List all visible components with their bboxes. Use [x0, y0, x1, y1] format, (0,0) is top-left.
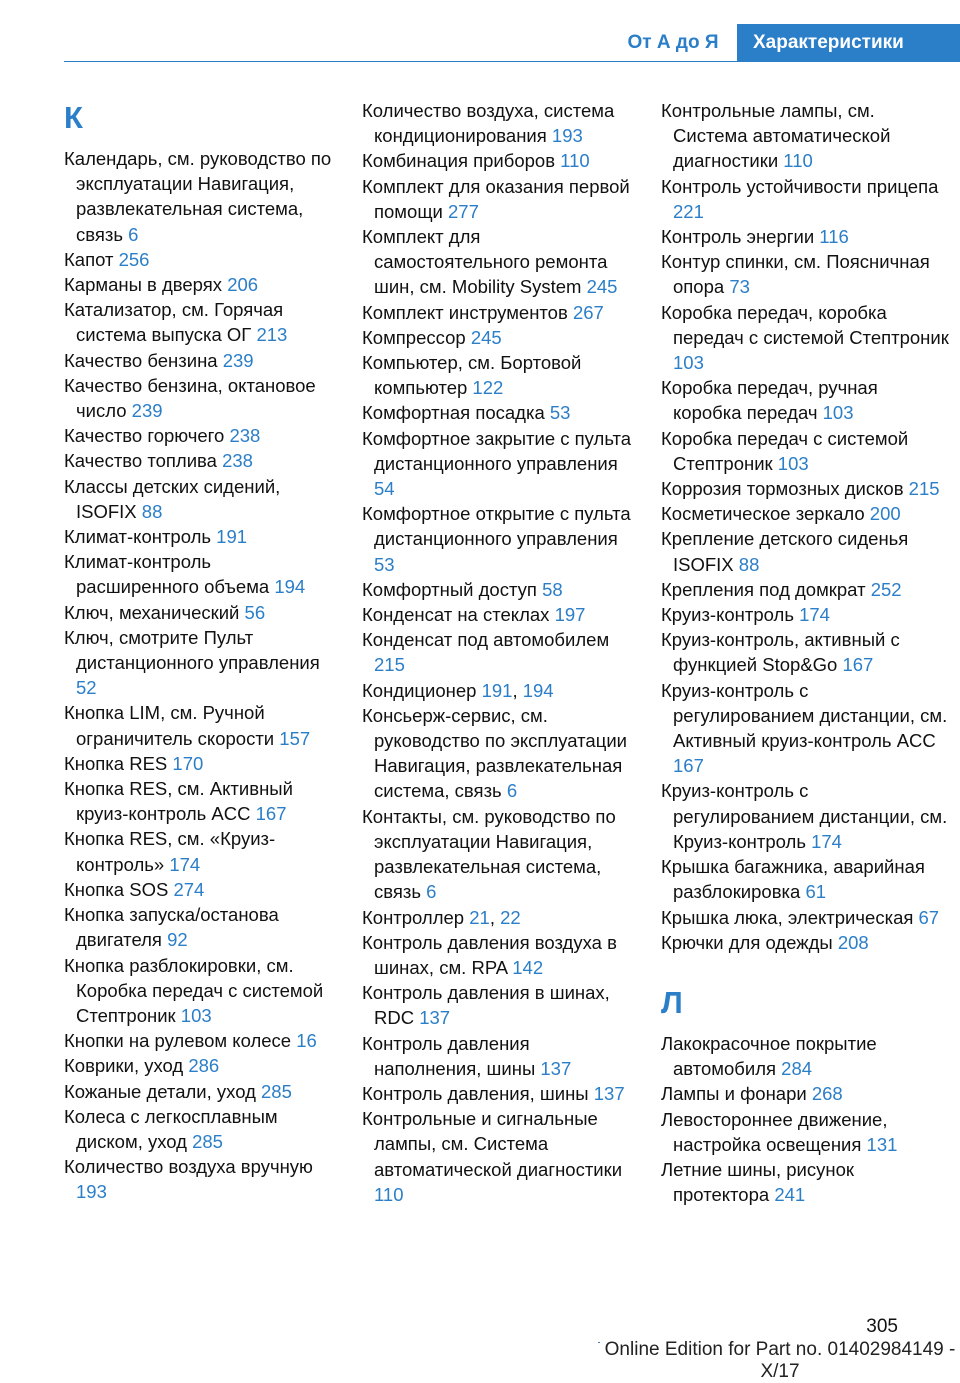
index-entry [64, 1053, 336, 1078]
page-reference-link[interactable]: 137 [593, 1082, 625, 1104]
index-term: Компрессор [362, 326, 466, 348]
index-term: Комбинация приборов [362, 150, 556, 172]
index-entry [661, 930, 951, 955]
index-term: Контроль давления в шинах, RDC [362, 982, 610, 1029]
index-entry [661, 224, 951, 249]
page-reference-link[interactable]: 103 [673, 352, 704, 374]
page-reference-link[interactable]: 110 [783, 150, 813, 172]
index-entry [661, 678, 951, 779]
page-reference-link[interactable]: 167 [255, 803, 287, 825]
index-entry [64, 549, 336, 599]
section-letter: К [64, 100, 83, 135]
page-reference-link[interactable]: 200 [869, 503, 901, 525]
index-entry [64, 826, 336, 876]
index-term: Комплект инструментов [362, 301, 568, 323]
index-entry [661, 854, 951, 904]
index-entry [661, 1157, 951, 1207]
index-term: Косметическое зеркало [661, 503, 865, 525]
page-reference-link[interactable]: 157 [279, 727, 311, 749]
index-term: Контур спинки, см. Поясничная опора [661, 251, 930, 298]
index-entry [362, 325, 634, 350]
index-entry [64, 751, 336, 776]
index-entry [362, 627, 634, 677]
index-term: Колеса с легкосплавным диском, уход [64, 1105, 278, 1152]
index-entry [661, 1031, 951, 1081]
index-term: Коробка передач, коробка передач с системой Стептроник [661, 301, 949, 348]
page-reference-link[interactable]: 238 [229, 425, 261, 447]
index-term: Контроль давления наполнения, шины [362, 1032, 536, 1079]
index-term: Контроль устойчивости прицепа [661, 175, 939, 197]
index-term: Ключ, механический [64, 601, 240, 623]
page-reference-link[interactable]: 191 [216, 526, 248, 548]
page-reference-link[interactable]: 103 [180, 1004, 212, 1026]
index-term: Контакты, см. руководство по эксплуатации Навигация, развлекательная система, связь [362, 805, 616, 903]
page-reference-link[interactable]: 53 [374, 553, 395, 575]
index-entry [362, 400, 634, 425]
index-term: Контрольные лампы, см. Система автоматической диагностики [661, 100, 891, 172]
index-entry [64, 348, 336, 373]
index-entry [362, 174, 634, 224]
index-term: Комфортное закрытие с пульта дистанционного управления [362, 427, 632, 474]
index-term: Комплект для самостоятельного ремонта шин, см. Mobility System [362, 226, 608, 298]
index-term: Компьютер, см. Бортовой компьютер [362, 352, 582, 399]
index-term: Крышка люка, электрическая [661, 906, 914, 928]
page-reference-link[interactable]: 167 [673, 755, 704, 777]
index-term: Коробка передач, ручная коробка передач [661, 377, 878, 424]
page-reference-link[interactable]: 194 [522, 679, 554, 701]
index-term: Климат-контроль [64, 526, 212, 548]
index-entry [64, 625, 336, 701]
index-term: Комфортная посадка [362, 402, 545, 424]
page-reference-link[interactable]: 56 [244, 601, 266, 623]
index-term: Лампы и фонари [661, 1083, 807, 1105]
index-entry [64, 600, 336, 625]
index-term: Коррозия тормозных дисков [661, 478, 904, 500]
index-term: Круиз-контроль [661, 604, 794, 626]
section-letter: Л [661, 984, 683, 1020]
index-entry [362, 501, 634, 577]
index-entry [661, 476, 951, 501]
index-term: Летние шины, рисунок протектора [661, 1158, 854, 1206]
page-reference-link[interactable]: 286 [188, 1055, 220, 1077]
page-reference-link[interactable]: 252 [870, 578, 902, 600]
index-entry [362, 350, 634, 400]
index-entry [64, 1028, 336, 1053]
page-reference-link[interactable]: 116 [819, 226, 849, 248]
index-term: Консьерж-сервис, см. руководство по эксплуатации Навигация, развлекательная система, связь [362, 704, 627, 802]
index-term: Кнопка RES, см. Активный круиз-контроль ACC [64, 778, 293, 825]
index-term: Классы детских сидений, ISOFIX [64, 475, 281, 522]
page-reference-link[interactable]: 16 [296, 1030, 317, 1052]
index-term: Качество бензина, октановое число [64, 374, 316, 422]
page-reference-link[interactable]: 92 [167, 929, 188, 951]
page-reference-link[interactable]: 193 [76, 1181, 107, 1203]
index-entry [64, 247, 336, 272]
index-term: Качество горючего [64, 425, 225, 447]
index-entry [661, 300, 951, 376]
index-term: Круиз-контроль с регулированием дистанции, см. Активный круиз-контроль ACC [661, 679, 948, 752]
page-reference-link[interactable]: 174 [169, 853, 201, 875]
index-entry [64, 524, 336, 549]
page-reference-link[interactable]: 73 [729, 276, 750, 298]
page-reference-link[interactable]: 103 [822, 402, 854, 424]
index-term: Контроль энергии [661, 226, 815, 248]
page-reference-link[interactable]: 88 [141, 500, 163, 522]
page-reference-link[interactable]: 53 [549, 402, 571, 424]
index-entry [661, 778, 951, 854]
index-term: Конденсат на стеклах [362, 604, 550, 626]
index-entry [661, 627, 951, 677]
page-reference-link[interactable]: 239 [222, 349, 254, 371]
index-entry [661, 1081, 951, 1106]
index-term: Кнопка SOS [64, 878, 169, 900]
page-reference-link[interactable]: 206 [227, 274, 259, 296]
index-entry [64, 272, 336, 297]
index-term: Количество воздуха вручную [64, 1156, 313, 1178]
index-term: Качество топлива [64, 450, 217, 472]
index-entry [362, 1081, 634, 1106]
edition-footer: Online Edition for Part no. 01402984149 - X/17 [600, 1339, 960, 1383]
index-entry [64, 776, 336, 826]
page-reference-link[interactable]: 22 [500, 906, 521, 928]
page-number: 305 [866, 1316, 898, 1337]
index-entry [362, 930, 634, 980]
index-term: Коробка передач с системой Стептроник [661, 427, 909, 474]
index-term: Круиз-контроль, активный с функцией Stop&Go [661, 629, 900, 676]
index-column-2 [362, 98, 634, 1207]
index-entry [362, 148, 634, 173]
page-reference-link[interactable]: 277 [448, 200, 479, 222]
index-term: Кнопка запуска/останова двигателя [64, 904, 279, 951]
index-term: Климат-контроль расширенного объема [64, 551, 270, 598]
page-reference-link[interactable]: 137 [419, 1007, 451, 1029]
index-entry [64, 877, 336, 902]
page-reference-link[interactable]: 110 [374, 1183, 404, 1205]
page-reference-link[interactable]: 170 [172, 752, 204, 774]
index-term: Календарь, см. руководство по эксплуатации Навигация, развлекательная система, связь [64, 148, 332, 245]
index-term: Карманы в дверях [64, 274, 223, 296]
index-entry [64, 902, 336, 952]
index-term: Контроль давления воздуха в шинах, см. RPA [362, 931, 617, 978]
page-reference-link[interactable]: 274 [173, 878, 205, 900]
index-entry [64, 1154, 336, 1204]
page-reference-link[interactable]: 131 [866, 1133, 898, 1155]
index-entry [64, 1079, 336, 1104]
index-entry [64, 373, 336, 423]
index-term: Количество воздуха, система кондиционирования [362, 100, 615, 147]
index-entry [64, 423, 336, 448]
page-reference-link[interactable]: 137 [540, 1057, 572, 1079]
page-reference-link[interactable]: 174 [811, 830, 842, 852]
index-term: Комплект для оказания первой помощи [362, 175, 630, 222]
index-entry [661, 174, 951, 224]
index-entry [64, 448, 336, 473]
page-reference-link[interactable]: 54 [374, 478, 395, 500]
index-term: Крючки для одежды [661, 931, 833, 953]
page-reference-link[interactable]: 194 [274, 576, 306, 598]
index-entry [362, 980, 634, 1030]
page-reference-link[interactable]: 245 [470, 326, 502, 348]
index-entry [64, 953, 336, 1029]
index-entry [661, 577, 951, 602]
index-term: Кнопки на рулевом колесе [64, 1030, 292, 1052]
index-entry [661, 501, 951, 526]
page-reference-link[interactable]: 174 [799, 604, 830, 626]
page-reference-link[interactable]: 167 [842, 654, 874, 676]
index-term: Комфортное открытие с пульта дистанционного управления [362, 503, 631, 550]
index-term: Крепления под домкрат [661, 578, 866, 600]
page-reference-link[interactable]: 193 [551, 125, 583, 147]
page-reference-link[interactable]: 256 [118, 248, 150, 270]
page-reference-link[interactable]: 238 [222, 450, 253, 472]
index-entry [64, 1104, 336, 1154]
page-reference-link[interactable]: 88 [738, 553, 760, 575]
index-term: Коврики, уход [64, 1055, 184, 1077]
index-entry [661, 375, 951, 425]
index-entry [661, 602, 951, 627]
index-entry [661, 526, 951, 576]
index-term: Левостороннее движение, настройка освещения [661, 1108, 888, 1155]
index-entry [362, 804, 634, 905]
index-column-1 [64, 98, 336, 1205]
index-term: Кондиционер [362, 679, 477, 701]
index-entry [362, 703, 634, 804]
page-reference-link[interactable]: 285 [261, 1080, 292, 1102]
page-reference-link[interactable]: 215 [908, 478, 940, 500]
page-reference-link[interactable]: 142 [512, 956, 544, 978]
page-reference-link[interactable]: 6 [506, 780, 518, 802]
index-entry [64, 474, 336, 524]
index-term: Качество бензина [64, 349, 218, 371]
page-reference-link[interactable]: 6 [426, 881, 437, 903]
index-entry [362, 224, 634, 300]
index-entry [661, 905, 951, 930]
page-reference-link[interactable]: 197 [554, 604, 586, 626]
page-reference-link[interactable]: 208 [837, 931, 869, 953]
index-term: Кнопка разблокировки, см. Коробка передач с системой Стептроник [64, 954, 324, 1026]
index-term: Комфортный доступ [362, 578, 537, 600]
index-term: Катализатор, см. Горячая система выпуска ОГ [64, 299, 284, 346]
page-reference-link[interactable]: 6 [128, 223, 139, 245]
index-entry [661, 1107, 951, 1157]
page-reference-link[interactable]: 67 [918, 906, 940, 928]
index-entry [362, 577, 634, 602]
index-term: Крепление детского сиденья ISOFIX [661, 528, 909, 575]
index-entry [362, 300, 634, 325]
index-entry [661, 98, 951, 174]
index-entry [362, 426, 634, 502]
page-reference-link[interactable]: 61 [805, 881, 827, 903]
index-entry [362, 98, 634, 148]
index-term: Кнопка RES, см. «Круиз-контроль» [64, 828, 276, 875]
page-reference-link[interactable]: 110 [560, 150, 590, 172]
index-entry: Контроллер 21, 22 [362, 906, 521, 928]
index-term: Контроль давления, шины [362, 1082, 589, 1104]
index-term: Лакокрасочное покрытие автомобиля [661, 1032, 877, 1080]
index-term: Круиз-контроль с регулированием дистанции, см. Круиз-контроль [661, 780, 948, 852]
index-term: Кнопка LIM, см. Ручной ограничитель скорости [64, 702, 275, 749]
page-reference-link[interactable]: 241 [774, 1184, 806, 1206]
index-entry [661, 249, 951, 299]
page-reference-link[interactable]: 103 [777, 452, 809, 474]
index-entry [362, 1031, 634, 1081]
index-term: Контроллер [362, 906, 465, 928]
page-reference-link[interactable]: 191 [481, 679, 513, 701]
page-reference-link[interactable]: 122 [472, 377, 504, 399]
page-reference-link[interactable]: 58 [542, 578, 563, 600]
index-entry [64, 700, 336, 750]
index-term: Контрольные и сигнальные лампы, см. Система автоматической диагностики [362, 1108, 623, 1180]
page-reference-link[interactable]: 245 [586, 276, 618, 298]
page-reference-link[interactable]: 284 [781, 1058, 813, 1080]
index-entry [64, 146, 336, 247]
header-tab-characteristics: Характеристики [737, 24, 960, 62]
index-entry [64, 297, 336, 347]
index-term: Конденсат под автомобилем [362, 629, 610, 651]
index-term: Крышка багажника, аварийная разблокировка [661, 856, 925, 903]
page-reference-link[interactable]: 239 [131, 400, 163, 422]
index-term: Ключ, смотрите Пульт дистанционного управления [64, 626, 320, 674]
index-term: Капот [64, 248, 114, 270]
page-reference-link[interactable]: 268 [811, 1083, 843, 1105]
page-reference-link[interactable]: 285 [192, 1130, 223, 1152]
page-reference-link[interactable]: 267 [572, 301, 604, 323]
page-reference-link[interactable]: 21 [469, 906, 490, 928]
index-column-3 [661, 98, 951, 1207]
index-entry [362, 1106, 634, 1207]
index-entry: Кондиционер 191, 194 [362, 679, 554, 701]
header-tab-a-to-z: От А до Я [627, 32, 719, 53]
index-entry [661, 426, 951, 476]
page-reference-link[interactable]: 213 [256, 324, 288, 346]
page-reference-link[interactable]: 52 [76, 677, 97, 699]
header-rule [64, 61, 960, 62]
page-reference-link[interactable]: 221 [673, 200, 704, 222]
index-term: Кнопка RES [64, 752, 168, 774]
index-entry [362, 602, 634, 627]
page-reference-link[interactable]: 215 [374, 654, 405, 676]
index-term: Кожаные детали, уход [64, 1080, 256, 1102]
